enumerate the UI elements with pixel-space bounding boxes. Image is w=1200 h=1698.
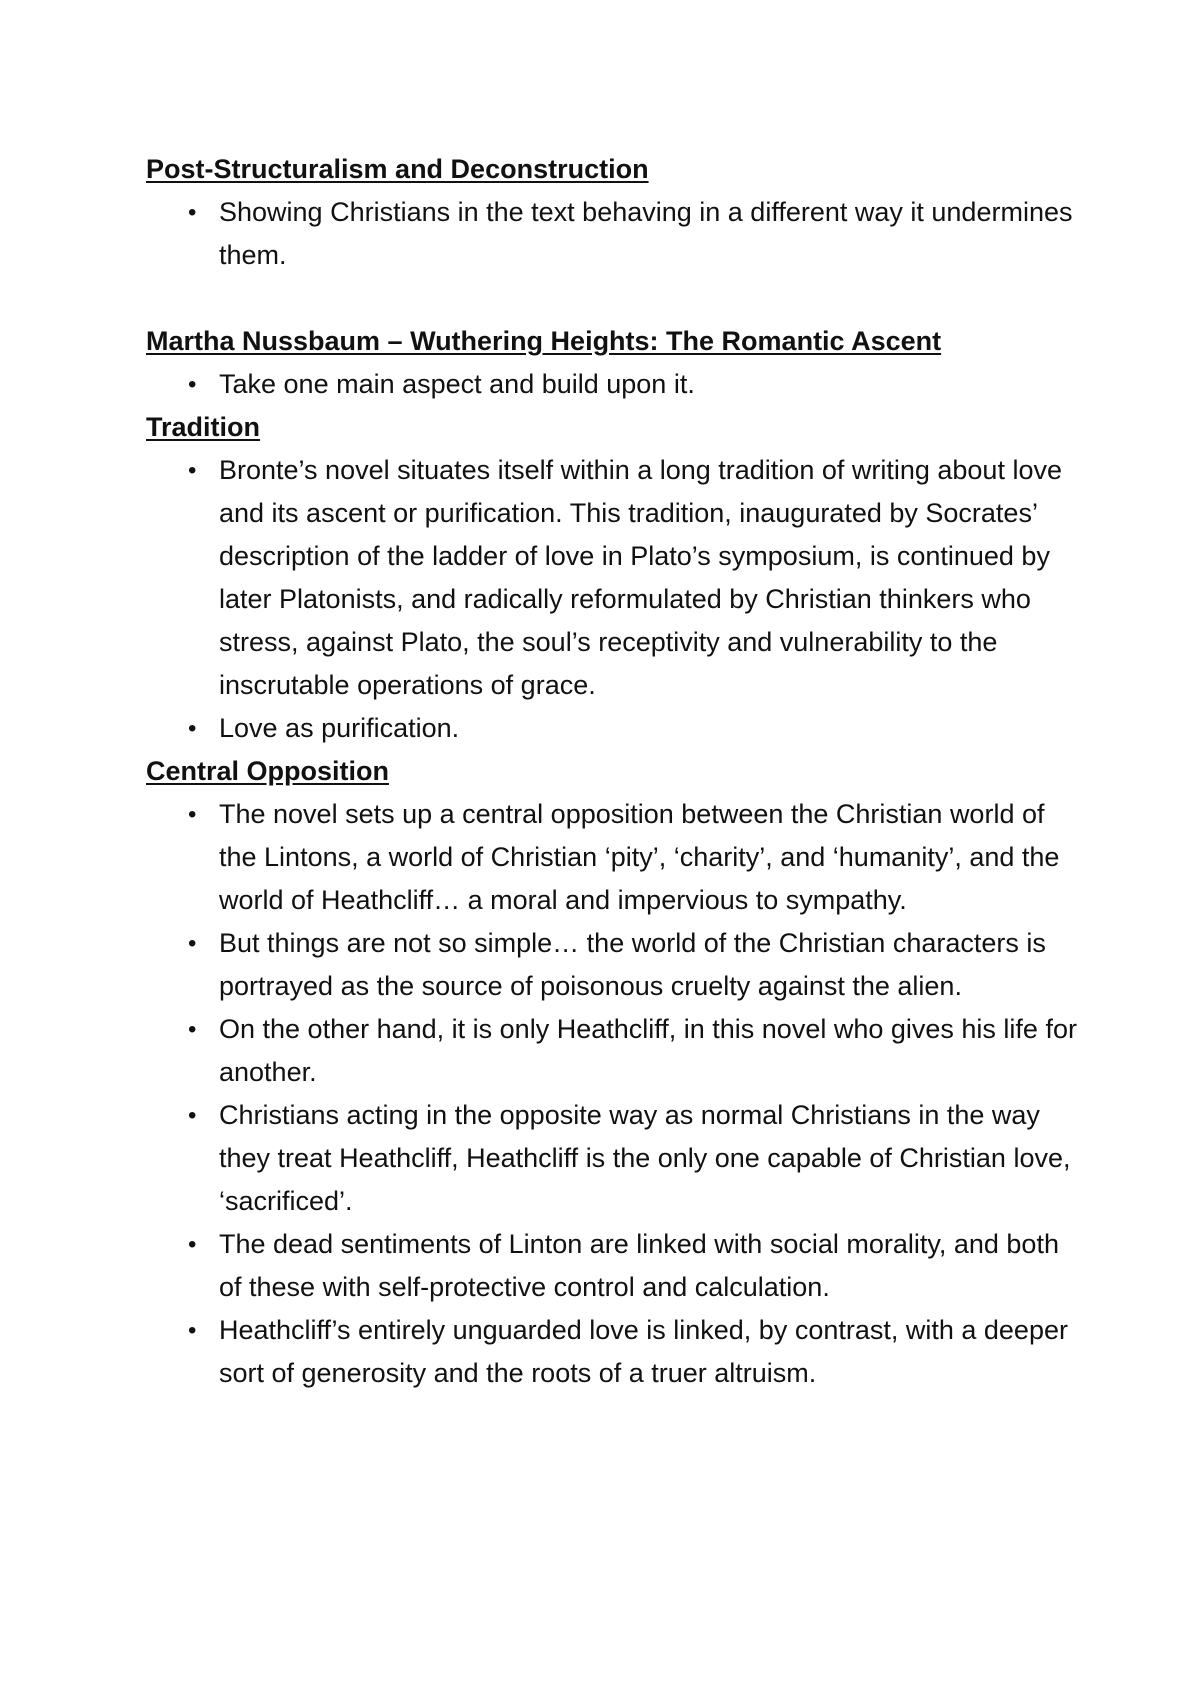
- bullet-item: • Christians acting in the opposite way as normal Christians in the way they treat Heathcliff, Heathcliff is the only one capable of Christian love, ‘sacrificed’.: [146, 1094, 1086, 1223]
- bullet-list-nussbaum: [146, 363, 1086, 406]
- bullet-item: • The dead sentiments of Linton are linked with social morality, and both of these with self-protective control and calculation.: [146, 1223, 1086, 1309]
- bullet-list-tradition: [146, 449, 1086, 750]
- bullet-item: • Love as purification.: [146, 707, 1086, 750]
- document-page: [146, 148, 1086, 1395]
- bullet-item: • The novel sets up a central opposition between the Christian world of the Lintons, a world of Christian ‘pity’, ‘charity’, and ‘humanity’, and the world of Heathcliff… a moral and impervious to sympathy.: [146, 793, 1086, 922]
- bullet-item: • Heathcliff’s entirely unguarded love is linked, by contrast, with a deeper sort of generosity and the roots of a truer altruism.: [146, 1309, 1086, 1395]
- section-heading-central-opposition: Central Opposition: [146, 756, 389, 786]
- section-heading-nussbaum: Martha Nussbaum – Wuthering Heights: The Romantic Ascent: [146, 326, 942, 356]
- bullet-item: • But things are not so simple… the world of the Christian characters is portrayed as the source of poisonous cruelty against the alien.: [146, 922, 1086, 1008]
- bullet-item: • Take one main aspect and build upon it.: [146, 363, 1086, 406]
- bullet-item: • Bronte’s novel situates itself within a long tradition of writing about love and its ascent or purification. This tradition, inaugurated by Socrates’ description of the ladder of love in Plato’s symposium, is continued by later Platonists, and radically reformulated by Christian thinkers who stress, against Plato, the soul’s receptivity and vulnerability to the inscrutable operations of grace.: [146, 449, 1086, 707]
- bullet-item: • Showing Christians in the text behaving in a different way it undermines them.: [146, 191, 1086, 277]
- section-heading-post-structuralism: Post-Structuralism and Deconstruction: [146, 154, 649, 184]
- bullet-list-central-opposition: [146, 793, 1086, 1395]
- bullet-item: • On the other hand, it is only Heathcliff, in this novel who gives his life for another.: [146, 1008, 1086, 1094]
- bullet-list-post-structuralism: [146, 191, 1086, 277]
- section-spacer: [146, 277, 1086, 320]
- section-heading-tradition: Tradition: [146, 412, 260, 442]
